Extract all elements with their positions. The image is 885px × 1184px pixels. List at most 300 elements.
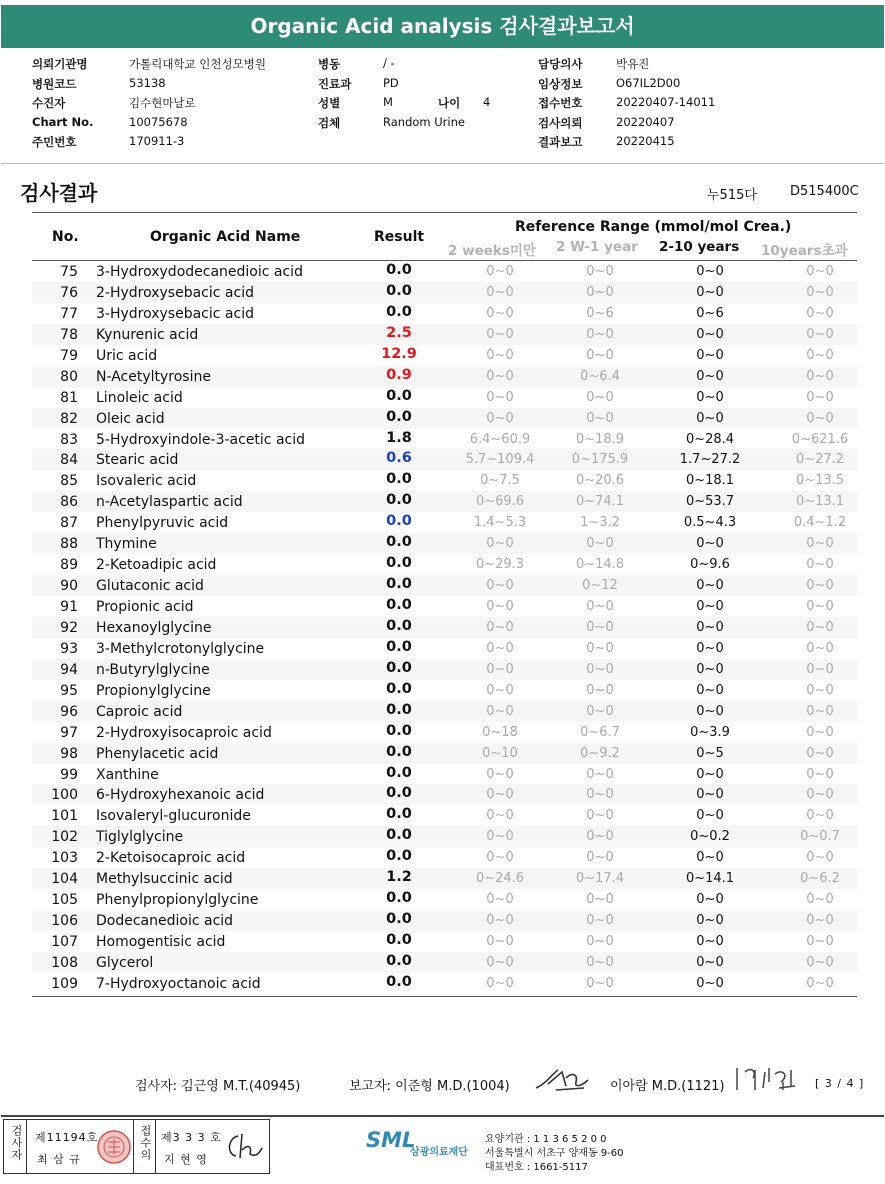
range-under-2w: 0~0 (486, 954, 514, 970)
acid-name: 2-Ketoadipic acid (96, 557, 217, 574)
table-row (32, 303, 857, 324)
info-value: 가톨릭대학교 인천성모병원 (129, 57, 266, 71)
range-under-2w: 0~0 (486, 640, 514, 656)
row-number: 105 (51, 892, 78, 909)
range-over-10y: 0~0 (806, 724, 834, 740)
result-value: 1.2 (386, 869, 412, 886)
phone-number: 대표번호 : 1661-5117 (485, 1162, 588, 1173)
range-2-10y: 0~0 (696, 787, 724, 803)
row-number: 97 (60, 724, 78, 741)
info-middle (318, 56, 528, 134)
range-2w-1y: 0~0 (586, 787, 614, 803)
range-2w-1y: 0~0 (586, 808, 614, 824)
info-row (538, 56, 788, 76)
table-header (32, 214, 857, 260)
range-2w-1y: 0~0 (586, 850, 614, 866)
info-row (32, 76, 302, 96)
info-row (32, 56, 302, 76)
row-number: 80 (60, 368, 78, 385)
institution-code: 요양기관 : 1 1 3 6 5 2 0 0 (485, 1134, 607, 1145)
range-over-10y: 0~6.2 (800, 871, 840, 887)
examiner-signature: 검사자: 김근영 M.T.(40945) (135, 1079, 301, 1094)
acid-name: Oleic acid (96, 410, 165, 427)
table-row (32, 261, 857, 282)
table-row (32, 868, 857, 889)
range-under-2w: 0~24.6 (475, 871, 525, 887)
row-number: 84 (60, 452, 78, 469)
table-row (32, 324, 857, 345)
license-name-1: 최 삼 규 (37, 1153, 81, 1166)
range-2-10y: 0~6 (696, 305, 724, 321)
range-2-10y: 0~0 (696, 368, 724, 384)
results-table (32, 261, 857, 994)
range-2w-1y: 0~0 (586, 264, 614, 279)
row-number: 75 (60, 264, 78, 280)
range-under-2w: 0~0 (486, 829, 514, 845)
range-under-2w: 0~0 (486, 850, 514, 866)
table-row (32, 596, 857, 617)
acid-name: Hexanoylglycine (96, 619, 212, 636)
info-value: 170911-3 (129, 134, 185, 148)
acid-name: 2-Hydroxysebacic acid (96, 284, 254, 301)
range-under-2w: 0~0 (486, 347, 514, 363)
acid-name: 2-Ketoisocaproic acid (96, 850, 246, 867)
range-under-2w: 0~0 (486, 326, 514, 342)
table-row (32, 345, 857, 366)
info-value: M (383, 95, 393, 109)
range-2w-1y: 0~20.6 (575, 473, 625, 489)
range-2w-1y: 0~0 (586, 682, 614, 698)
acid-name: Isovaleryl-glucuronide (96, 808, 251, 825)
range-2w-1y: 0~6 (586, 305, 614, 321)
col-reference: Reference Range (mmol/mol Crea.) (515, 219, 792, 235)
range-under-2w: 0~0 (486, 389, 514, 405)
result-value: 0.0 (386, 597, 412, 613)
info-label: 검체 (318, 115, 341, 130)
acid-name: 3-Hydroxysebacic acid (96, 305, 254, 322)
info-row (538, 134, 788, 154)
range-2w-1y: 0~6.7 (580, 724, 620, 740)
range-2w-1y: 0~0 (586, 284, 614, 300)
reporter-signature-1: 보고자: 이준형 M.D.(1004) (349, 1079, 510, 1094)
acid-name: Phenylpropionylglycine (96, 892, 259, 909)
row-number: 81 (60, 389, 78, 406)
report-title: Organic Acid analysis 검사결과보고서 (1, 5, 884, 48)
range-2-10y: 0~0 (696, 661, 724, 677)
info-value: 4 (483, 95, 491, 109)
range-2-10y: 0~18.1 (685, 473, 735, 489)
row-number: 87 (60, 515, 78, 532)
row-number: 79 (60, 347, 78, 364)
range-2-10y: 0~0 (696, 536, 724, 552)
range-2w-1y: 0~0 (586, 599, 614, 614)
range-under-2w: 0~0 (486, 682, 514, 698)
range-over-10y: 0~0 (806, 410, 834, 426)
range-2-10y: 0~0 (696, 284, 724, 300)
info-value: O67IL2D00 (616, 75, 681, 90)
table-row (32, 366, 857, 387)
info-row (538, 115, 788, 135)
table-row (32, 449, 857, 470)
result-value: 0.0 (386, 303, 412, 320)
table-row (32, 680, 857, 701)
col-range-under-2w: 2 weeks미만 (448, 243, 536, 259)
range-2w-1y: 0~0 (586, 536, 614, 552)
address: 서울특별시 서초구 양재동 9-60 (485, 1148, 624, 1159)
row-number: 102 (51, 829, 78, 846)
col-range-2-10y: 2-10 years (659, 239, 740, 255)
range-under-2w: 0~0 (486, 975, 514, 991)
acid-name: Uric acid (96, 347, 158, 364)
acid-name: Xanthine (96, 766, 159, 783)
result-value: 0.0 (386, 387, 412, 404)
range-under-2w: 0~0 (486, 578, 514, 594)
range-2w-1y: 0~9.2 (580, 745, 620, 761)
range-under-2w: 0~0 (486, 808, 514, 824)
range-2-10y: 0~0 (696, 850, 724, 866)
table-row (32, 805, 857, 826)
info-label: 수진자 (32, 96, 66, 110)
range-2-10y: 0~0 (696, 934, 724, 949)
info-right (538, 56, 788, 154)
table-bottom-rule (32, 996, 857, 997)
row-number: 90 (60, 578, 78, 595)
range-over-10y: 0~0 (806, 389, 834, 405)
range-2-10y: 0~0 (696, 703, 724, 719)
examiner-vertical-label: 검사자 (10, 1125, 23, 1161)
range-under-2w: 0~0 (486, 661, 514, 677)
row-number: 107 (51, 934, 78, 950)
license-name-2: 지 현 영 (164, 1153, 208, 1166)
info-label: 진료과 (318, 76, 352, 91)
result-value: 0.0 (386, 911, 412, 928)
range-over-10y: 0~0 (806, 347, 834, 363)
table-row (32, 554, 857, 575)
table-row (32, 533, 857, 554)
range-over-10y: 0~0 (806, 599, 834, 614)
header-divider (1, 163, 884, 164)
info-row (318, 115, 528, 135)
row-number: 93 (60, 640, 78, 657)
row-number: 86 (60, 494, 78, 511)
row-number: 94 (60, 661, 78, 678)
range-over-10y: 0~0 (806, 536, 834, 552)
range-2w-1y: 0~14.8 (575, 557, 625, 573)
result-value: 0.0 (386, 952, 412, 969)
acid-name: 6-Hydroxyhexanoic acid (96, 787, 265, 804)
info-row (32, 95, 302, 115)
range-2-10y: 0~0 (696, 264, 724, 279)
stamp-divider (155, 1120, 156, 1173)
result-value: 0.0 (386, 680, 412, 697)
table-row (32, 659, 857, 680)
info-row (318, 76, 528, 96)
range-2-10y: 1.7~27.2 (679, 452, 741, 468)
info-label: 병동 (318, 57, 341, 71)
table-row (32, 408, 857, 429)
range-2w-1y: 0~0 (586, 640, 614, 656)
info-label: 결과보고 (538, 135, 583, 149)
info-label: 검사의뢰 (538, 115, 583, 130)
range-2-10y: 0.5~4.3 (683, 515, 737, 531)
range-over-10y: 0~0 (806, 578, 834, 594)
range-under-2w: 0~0 (486, 619, 514, 635)
range-over-10y: 0~0 (806, 661, 834, 677)
info-value: 박유진 (616, 57, 650, 71)
stamp-divider (133, 1120, 134, 1173)
table-top-rule (32, 212, 857, 213)
row-number: 104 (51, 871, 78, 888)
result-value: 1.8 (386, 429, 412, 446)
row-number: 77 (60, 305, 78, 322)
range-2w-1y: 0~0 (586, 389, 614, 405)
info-row (538, 76, 788, 96)
acid-name: Methylsuccinic acid (96, 871, 233, 888)
info-label: 의뢰기관명 (32, 57, 88, 71)
acid-name: N-Acetyltyrosine (96, 368, 211, 385)
acid-name: Isovaleric acid (96, 473, 197, 490)
col-no: No. (52, 229, 79, 245)
result-value: 0.0 (386, 408, 412, 425)
section-title: 검사결과 (20, 181, 98, 205)
range-2w-1y: 0~0 (586, 934, 614, 949)
range-over-10y: 0~0 (806, 787, 834, 803)
range-under-2w: 0~0 (486, 536, 514, 552)
info-value: 10075678 (129, 114, 188, 129)
acid-name: Phenylacetic acid (96, 745, 219, 762)
acid-name: Tiglylglycine (96, 829, 184, 846)
section-code-2: D515400C (790, 184, 859, 199)
range-under-2w: 0~0 (486, 599, 514, 614)
info-label: Chart No. (32, 114, 94, 129)
table-row (32, 491, 857, 512)
result-value: 0.0 (386, 932, 412, 948)
range-over-10y: 0~0 (806, 368, 834, 384)
range-under-2w: 0~0 (486, 703, 514, 719)
table-row (32, 387, 857, 408)
info-label: 임상정보 (538, 76, 583, 91)
range-2-10y: 0~0 (696, 975, 724, 991)
range-under-2w: 0~0 (486, 410, 514, 426)
info-label: 병원코드 (32, 76, 77, 91)
range-over-10y: 0~0 (806, 557, 834, 573)
range-over-10y: 0~0 (806, 682, 834, 698)
range-2w-1y: 0~0 (586, 703, 614, 719)
receiver-vertical-label: 접수의 (139, 1125, 152, 1161)
info-row (32, 134, 302, 154)
acid-name: 3-Hydroxydodecanedioic acid (96, 264, 303, 280)
acid-name: Homogentisic acid (96, 934, 226, 950)
range-2-10y: 0~0 (696, 410, 724, 426)
result-value: 0.0 (386, 638, 412, 655)
range-over-10y: 0~0 (806, 766, 834, 782)
info-row (32, 115, 302, 135)
range-over-10y: 0~0 (806, 703, 834, 719)
result-value: 0.0 (386, 617, 412, 634)
range-2w-1y: 0~74.1 (575, 494, 625, 510)
range-2-10y: 0~0 (696, 682, 724, 698)
range-over-10y: 0~0 (806, 808, 834, 824)
range-under-2w: 0~29.3 (475, 557, 525, 573)
row-number: 91 (60, 599, 78, 615)
row-number: 89 (60, 557, 78, 574)
row-number: 101 (51, 808, 78, 825)
range-2w-1y: 0~0 (586, 892, 614, 908)
table-row (32, 722, 857, 743)
range-2-10y: 0~0 (696, 913, 724, 929)
acid-name: 3-Methylcrotonylglycine (96, 640, 265, 657)
table-row (32, 470, 857, 491)
acid-name: 5-Hydroxyindole-3-acetic acid (96, 431, 306, 448)
row-number: 95 (60, 682, 78, 699)
row-number: 83 (60, 431, 78, 448)
result-value: 0.0 (386, 513, 412, 530)
acid-name: Propionic acid (96, 599, 194, 615)
result-value: 0.0 (386, 973, 412, 990)
info-row (318, 95, 528, 115)
info-label: 나이 (438, 96, 461, 110)
range-2-10y: 0~0 (696, 389, 724, 405)
table-row (32, 575, 857, 596)
range-under-2w: 0~0 (486, 264, 514, 279)
range-over-10y: 0~13.1 (795, 494, 845, 510)
range-2-10y: 0~0 (696, 619, 724, 635)
range-over-10y: 0.4~1.2 (793, 515, 847, 531)
info-value: 20220407-14011 (616, 95, 716, 109)
info-value: 20220407 (616, 114, 675, 129)
page-number: [ 3 / 4 ] (815, 1077, 865, 1090)
range-2-10y: 0~0 (696, 954, 724, 970)
col-name: Organic Acid Name (150, 229, 301, 245)
table-row (32, 952, 857, 973)
range-over-10y: 0~0 (806, 975, 834, 991)
range-2-10y: 0~53.7 (685, 494, 735, 510)
row-number: 109 (51, 975, 78, 992)
result-value: 0.0 (386, 282, 412, 299)
acid-name: Propionylglycine (96, 682, 211, 699)
info-row (538, 95, 788, 115)
table-row (32, 847, 857, 868)
result-value: 12.9 (381, 345, 417, 362)
range-2-10y: 0~3.9 (690, 724, 730, 740)
info-label: 담당의사 (538, 57, 583, 71)
range-2-10y: 0~0 (696, 640, 724, 656)
acid-name: Kynurenic acid (96, 326, 199, 343)
range-over-10y: 0~0.7 (800, 829, 840, 845)
range-over-10y: 0~621.6 (791, 431, 849, 447)
result-value: 0.0 (386, 806, 412, 823)
range-under-2w: 0~18 (482, 724, 518, 740)
info-value: 김수현마날로 (129, 96, 196, 110)
range-under-2w: 5.7~109.4 (465, 452, 535, 468)
range-2-10y: 0~0 (696, 326, 724, 342)
range-over-10y: 0~0 (806, 913, 834, 929)
range-over-10y: 0~0 (806, 264, 834, 279)
reporter-signature-2: 이아람 M.D.(1121) (610, 1079, 725, 1094)
range-2-10y: 0~0 (696, 578, 724, 594)
table-row (32, 512, 857, 533)
acid-name: Thymine (96, 536, 157, 553)
stamp-divider (26, 1120, 27, 1173)
handwritten-signature-3 (222, 1128, 266, 1166)
range-2-10y: 0~28.4 (685, 431, 735, 447)
info-label: 주민번호 (32, 135, 77, 149)
result-value: 0.0 (386, 534, 412, 551)
range-over-10y: 0~0 (806, 326, 834, 342)
acid-name: Linoleic acid (96, 389, 183, 406)
acid-name: Glutaconic acid (96, 578, 204, 595)
table-row (32, 826, 857, 847)
info-value: 20220415 (616, 134, 675, 148)
range-2-10y: 0~9.6 (690, 557, 730, 573)
range-under-2w: 0~0 (486, 913, 514, 929)
license-number-2: 제3 3 3 호 (161, 1131, 222, 1144)
range-under-2w: 0~0 (486, 284, 514, 300)
row-number: 85 (60, 473, 78, 490)
result-value: 0.9 (386, 366, 412, 383)
info-value: Random Urine (383, 114, 465, 129)
row-number: 98 (60, 745, 78, 762)
info-value: / - (383, 56, 395, 70)
acid-name: n-Butyrylglycine (96, 661, 210, 678)
range-over-10y: 0~0 (806, 745, 834, 761)
info-value: 53138 (129, 75, 166, 90)
acid-name: n-Acetylaspartic acid (96, 494, 243, 511)
range-2w-1y: 0~0 (586, 954, 614, 970)
row-number: 92 (60, 619, 78, 636)
range-2w-1y: 0~12 (582, 578, 618, 594)
result-value: 0.0 (386, 576, 412, 593)
table-row (32, 429, 857, 450)
range-2-10y: 0~0 (696, 892, 724, 908)
range-under-2w: 0~0 (486, 305, 514, 321)
table-row (32, 764, 857, 785)
row-number: 82 (60, 410, 78, 427)
row-number: 100 (51, 787, 78, 804)
result-value: 0.0 (386, 722, 412, 739)
range-over-10y: 0~0 (806, 850, 834, 866)
result-value: 0.0 (386, 848, 412, 865)
range-2w-1y: 0~0 (586, 766, 614, 782)
range-2w-1y: 0~17.4 (575, 871, 625, 887)
col-range-2w-1y: 2 W-1 year (556, 239, 638, 255)
table-row (32, 617, 857, 638)
row-number: 96 (60, 703, 78, 720)
organization-name: 삼광의료재단 (410, 1147, 468, 1158)
range-under-2w: 0~0 (486, 892, 514, 908)
result-value: 0.0 (386, 785, 412, 802)
table-row (32, 973, 857, 994)
row-number: 78 (60, 326, 78, 343)
range-under-2w: 0~0 (486, 368, 514, 384)
range-under-2w: 1.4~5.3 (473, 515, 527, 531)
license-stamps (3, 1119, 270, 1174)
range-over-10y: 0~0 (806, 954, 834, 970)
result-value: 0.6 (386, 450, 412, 467)
row-number: 108 (51, 954, 78, 971)
handwritten-signature-1 (532, 1064, 594, 1094)
acid-name: Stearic acid (96, 452, 179, 469)
info-row (318, 56, 528, 76)
range-over-10y: 0~0 (806, 619, 834, 635)
seal-stamp-icon (96, 1128, 132, 1166)
range-under-2w: 6.4~60.9 (469, 431, 531, 447)
sml-logo: SML (366, 1128, 416, 1152)
license-number-1: 제11194호 (35, 1131, 99, 1144)
range-over-10y: 0~0 (806, 305, 834, 321)
range-under-2w: 0~69.6 (475, 494, 525, 510)
acid-name: Caproic acid (96, 703, 183, 720)
